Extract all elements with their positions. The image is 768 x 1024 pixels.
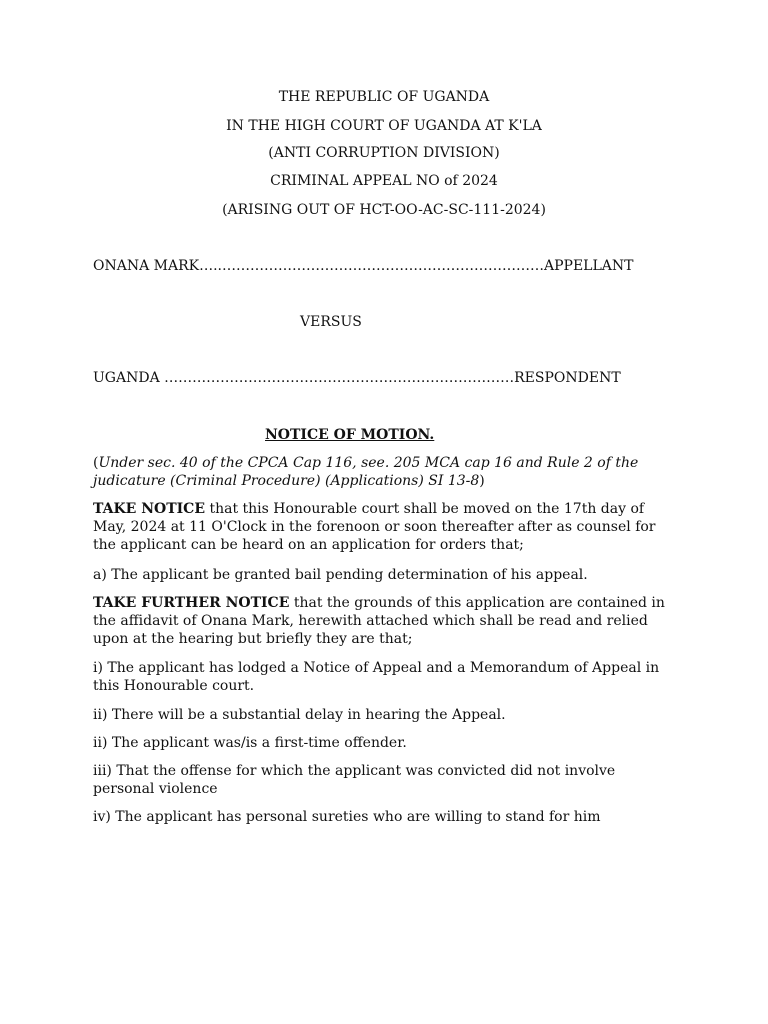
authority-open-paren: ( (93, 455, 99, 471)
heading-republic: THE REPUBLIC OF UGANDA (278, 89, 490, 105)
order-a: a) The applicant be granted bail pending determination of his appeal. (93, 567, 588, 583)
take-notice-paragraph (93, 500, 673, 554)
authority-text: Under sec. 40 of the CPCA Cap 116, see. 205 MCA cap 16 and Rule 2 of the judicature (Criminal Procedure) (Applications) SI 13-8 (93, 455, 639, 489)
authority-close-paren: ) (479, 473, 485, 489)
ground-item: ii) There will be a substantial delay in hearing the Appeal. (93, 707, 506, 723)
take-notice-lead: TAKE NOTICE (93, 501, 205, 517)
heading-appeal-number: CRIMINAL APPEAL NO of 2024 (270, 173, 498, 189)
further-notice-text: that the grounds of this application are contained in the affidavit of Onana Mark, herewith attached which shall be read and relied upon at the hearing but briefly they are that; (93, 595, 665, 647)
ground-item: i) The applicant has lodged a Notice of Appeal and a Memorandum of Appeal in this Honourable court. (93, 660, 660, 694)
heading-court: IN THE HIGH COURT OF UGANDA AT K'LA (226, 118, 542, 134)
respondent-line: UGANDA …………………………………………………………………RESPONDENT (93, 370, 621, 386)
further-notice-paragraph (93, 594, 673, 648)
ground-item: iv) The applicant has personal sureties who are willing to stand for him (93, 809, 601, 825)
heading-division: (ANTI CORRUPTION DIVISION) (268, 145, 500, 161)
notice-title: NOTICE OF MOTION. (265, 427, 435, 443)
authority-citation (93, 454, 673, 490)
heading-arising-out-of: (ARISING OUT OF HCT-OO-AC-SC-111-2024) (222, 202, 546, 218)
versus-label: VERSUS (300, 314, 362, 330)
appellant-line: ONANA MARK…..……………………………………………………………APPELLANT (93, 258, 634, 274)
ground-item: iii) That the offense for which the applicant was convicted did not involve personal violence (93, 763, 616, 797)
ground-item: ii) The applicant was/is a first-time offender. (93, 735, 407, 751)
further-notice-lead: TAKE FURTHER NOTICE (93, 595, 290, 611)
take-notice-text: that this Honourable court shall be moved on the 17th day of May, 2024 at 11 O'Clock in the forenoon or soon thereafter after as counsel for the applicant can be heard on an application for orders that; (93, 501, 656, 553)
